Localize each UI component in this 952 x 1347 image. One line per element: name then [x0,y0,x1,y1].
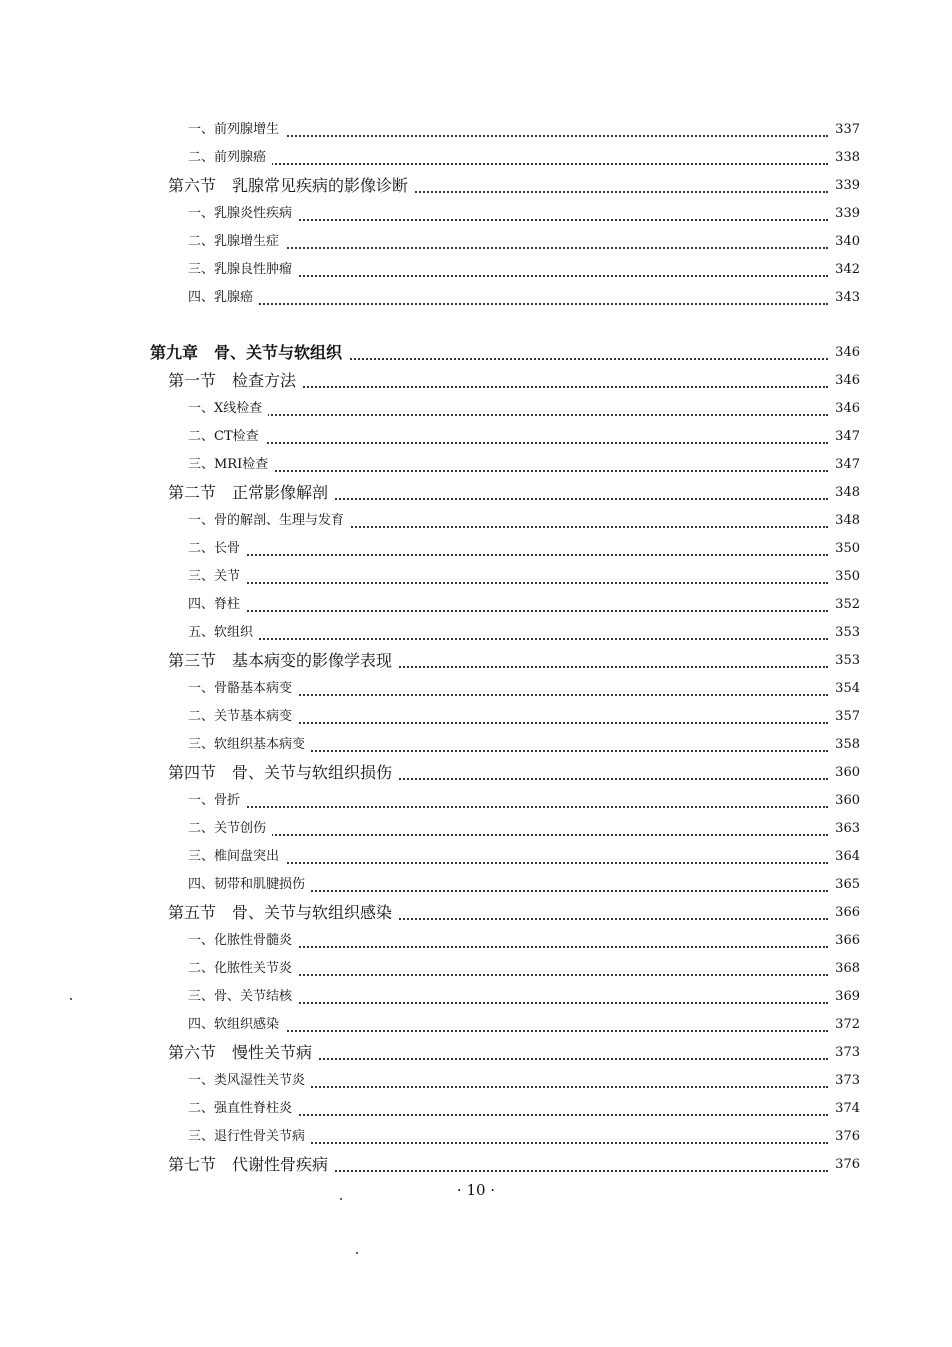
dot-leader [208,612,828,640]
toc-entry-title: 二、化脓性关节炎 [188,956,298,982]
toc-entry-page: 352 [831,592,860,618]
dot-leader [208,584,828,612]
toc-entry-title: 四、软组织感染 [188,1012,285,1038]
scan-speck [70,998,72,1000]
toc-entry-title: 第六节 慢性关节病 [168,1040,318,1066]
dot-leader [208,556,828,584]
toc-entry-page: 374 [831,1096,860,1122]
toc-entry-page: 360 [831,788,860,814]
toc-entry-page: 347 [831,452,860,478]
toc-entry-title: 三、软组织基本病变 [188,732,311,758]
dot-leader [208,221,828,249]
toc-entry-title: 一、前列腺增生 [188,117,285,143]
toc-entry-title: 第五节 骨、关节与软组织感染 [168,900,398,926]
toc-entry-title: 一、骨的解剖、生理与发育 [188,508,350,534]
toc-entry-title: 第九章 骨、关节与软组织 [150,340,348,366]
toc-entry-title: 一、骨骼基本病变 [188,676,298,702]
toc-entry-page: 342 [831,257,860,283]
dot-leader [208,836,828,864]
toc-entry-page: 369 [831,984,860,1010]
toc-entry-title: 第七节 代谢性骨疾病 [168,1152,334,1178]
toc-entry-title: 四、脊柱 [188,592,246,618]
toc-entry-page: 366 [831,900,860,926]
toc-entry-page: 348 [831,480,860,506]
dot-leader [208,976,828,1004]
toc-entry-page: 346 [831,368,860,394]
toc-entry-page: 346 [831,396,860,422]
toc-entry-title: 三、MRI检查 [188,452,274,478]
toc-entry-title: 一、X线检查 [188,396,268,422]
toc-entry-page: 339 [831,173,860,199]
toc-entry-title: 二、关节创伤 [188,816,272,842]
toc-entry-page: 376 [831,1152,860,1178]
dot-leader [208,249,828,277]
toc-entry-page: 339 [831,201,860,227]
toc-entry-page: 337 [831,117,860,143]
toc-entry-page: 353 [831,620,860,646]
toc-entry-page: 373 [831,1068,860,1094]
toc-entry [0,285,952,311]
toc-entry-page: 347 [831,424,860,450]
toc-entry-page: 357 [831,704,860,730]
dot-leader [208,444,828,472]
dot-leader [208,948,828,976]
toc-entry-title: 二、前列腺癌 [188,145,272,171]
toc-entry-title: 一、化脓性骨髓炎 [188,928,298,954]
page-number: · 10 · [456,1181,496,1199]
toc-entry-page: 373 [831,1040,860,1066]
toc-entry-title: 三、退行性骨关节病 [188,1124,311,1150]
toc-entry-page: 360 [831,760,860,786]
toc-entry-title: 二、强直性脊柱炎 [188,1096,298,1122]
toc-entry-title: 四、乳腺癌 [188,285,259,311]
toc-entry-title: 第六节 乳腺常见疾病的影像诊断 [168,173,414,199]
dot-leader [208,808,828,836]
toc-entry-title: 二、CT检查 [188,424,265,450]
toc-entry-page: 343 [831,285,860,311]
dot-leader [208,137,828,165]
toc-entry-page: 340 [831,229,860,255]
toc-entry-page: 363 [831,816,860,842]
toc-entry-title: 一、乳腺炎性疾病 [188,201,298,227]
toc-entry-title: 二、长骨 [188,536,246,562]
toc-entry-page: 358 [831,732,860,758]
toc-entry-title: 二、乳腺增生症 [188,229,285,255]
toc-entry-page: 365 [831,872,860,898]
toc-entry-page: 366 [831,928,860,954]
toc-entry-page: 350 [831,536,860,562]
toc-entry-title: 第二节 正常影像解剖 [168,480,334,506]
dot-leader [208,1004,828,1032]
dot-leader [208,696,828,724]
toc-entry-page: 348 [831,508,860,534]
dot-leader [208,277,828,305]
toc-section [0,1152,952,1178]
toc-entry-title: 五、软组织 [188,620,259,646]
toc-entry-title: 四、韧带和肌腱损伤 [188,872,311,898]
toc-entry-title: 三、骨、关节结核 [188,984,298,1010]
toc-entry-title: 三、椎间盘突出 [188,844,285,870]
dot-leader [208,109,828,137]
toc-entry-title: 第四节 骨、关节与软组织损伤 [168,760,398,786]
toc-entry-title: 三、关节 [188,564,246,590]
toc-entry-page: 368 [831,956,860,982]
toc-entry-page: 372 [831,1012,860,1038]
toc-entry-title: 一、类风湿性关节炎 [188,1068,311,1094]
toc-entry-page: 376 [831,1124,860,1150]
toc-entry-page: 354 [831,676,860,702]
toc-entry-page: 364 [831,844,860,870]
toc-entry-title: 第一节 检查方法 [168,368,302,394]
toc-entry-title: 一、骨折 [188,788,246,814]
toc-entry-title: 第三节 基本病变的影像学表现 [168,648,398,674]
toc-entry-page: 353 [831,648,860,674]
dot-leader [208,416,828,444]
toc-entry-title: 二、关节基本病变 [188,704,298,730]
toc-entry-page: 346 [831,340,860,366]
toc-entry-title: 三、乳腺良性肿瘤 [188,257,298,283]
toc-entry-page: 350 [831,564,860,590]
scan-speck [356,1252,358,1254]
scan-speck [340,1198,342,1200]
toc-entry-page: 338 [831,145,860,171]
